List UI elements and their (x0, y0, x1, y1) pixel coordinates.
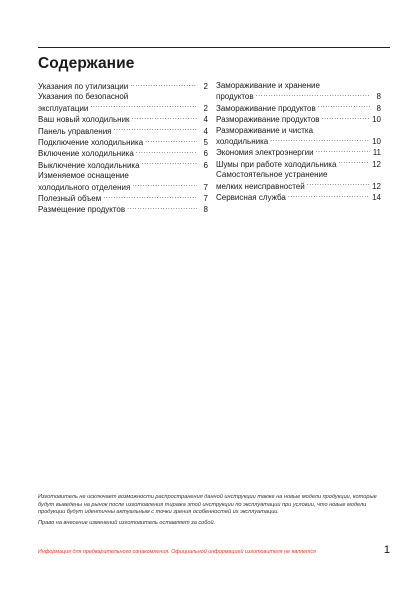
toc-entry[interactable] (38, 160, 208, 171)
toc-page-number: 6 (203, 149, 208, 159)
toc-entry[interactable] (216, 192, 381, 203)
toc-entry-title-line: Указания по безопасной (38, 92, 129, 102)
toc-entry-title: Шумы при работе холодильника (216, 159, 337, 169)
toc-entry-title: эксплуатации (38, 103, 89, 113)
page-title: Содержание (38, 55, 135, 72)
toc-page-number: 8 (203, 205, 208, 215)
toc-entry[interactable] (216, 81, 381, 103)
toc-entry-title-line: Замораживание и хранение (216, 81, 320, 90)
toc-entry-title: Экономия электроэнергии (216, 148, 314, 158)
toc-entry-title: Панель управления (38, 126, 112, 136)
toc-entry[interactable] (38, 137, 208, 148)
toc-leader-dots (145, 137, 197, 145)
toc-entry-title: Полезный объем (38, 194, 102, 204)
toc-page-number: 8 (376, 103, 381, 113)
toc-page-number: 10 (372, 137, 381, 147)
toc-entry[interactable] (38, 114, 208, 125)
toc-page-number: 4 (203, 115, 208, 125)
footnote-paragraph: Изготовитель не исключает возможности распространения данной инструкции также на новые модели продукции, которые будут выведены на рынок после изготовления тиража этой инструкции по эксплуатации при условии, что новые модели продукции будут идентичны актуальным с точки зрения особенностей их эксплуатации. (38, 494, 377, 515)
toc-leader-dots (307, 181, 369, 189)
toc-leader-dots (114, 126, 198, 134)
toc-entry-title: Включение холодильника (38, 149, 134, 159)
toc-entry[interactable] (38, 81, 208, 92)
toc-entry[interactable] (38, 126, 208, 137)
toc-leader-dots (270, 136, 369, 144)
toc-leader-dots (142, 160, 197, 168)
toc-entry-title-line: Размораживание и чистка (216, 125, 314, 135)
toc-leader-dots (127, 204, 197, 212)
toc-entry[interactable] (216, 147, 381, 158)
toc-leader-dots (132, 114, 197, 122)
toc-entry-title-line: Самостоятельное устранение (216, 170, 328, 180)
toc-page-number: 11 (372, 148, 381, 158)
toc-page-number: 12 (372, 159, 381, 169)
toc-entry-title-line: Изменяемое оснащение (38, 171, 129, 181)
toc-entry[interactable] (38, 148, 208, 159)
toc-entry-title: Подключение холодильника (38, 138, 144, 148)
toc-entry-title: холодильника (216, 137, 269, 147)
toc-page-number: 2 (203, 103, 208, 113)
toc-page-number: 14 (372, 193, 381, 203)
footnote (38, 494, 380, 530)
toc-leader-dots (256, 91, 370, 99)
toc-entry[interactable] (38, 171, 208, 193)
toc-page-number: 6 (203, 160, 208, 170)
toc-entry-title: Размораживание продуктов (216, 115, 320, 125)
toc-page-number: 2 (203, 82, 208, 91)
toc-entry-title: Замораживание продуктов (216, 103, 316, 113)
footnote-rights: Право на внесение изменений изготовитель оставляет за собой. (38, 519, 216, 526)
toc-entry-title: продуктов (216, 92, 254, 102)
toc-entry[interactable] (216, 126, 381, 148)
page-number: 1 (383, 544, 390, 556)
toc-leader-dots (132, 182, 197, 190)
toc-leader-dots (318, 103, 370, 111)
toc-leader-dots (322, 114, 370, 122)
toc-leader-dots (288, 192, 369, 200)
toc-column-left (38, 81, 208, 216)
toc-entry[interactable] (216, 103, 381, 114)
toc-entry-title: Выключение холодильника (38, 160, 140, 170)
toc-page-number: 8 (376, 92, 381, 102)
toc-leader-dots (338, 159, 369, 167)
toc-entry-title: Размещение продуктов (38, 205, 126, 215)
toc-entry-title: Сервисная служба (216, 193, 286, 203)
toc-leader-dots (90, 103, 197, 111)
toc-column-right (216, 81, 381, 203)
toc-entry[interactable] (38, 92, 208, 114)
toc-entry-title: Указания по утилизации (38, 82, 129, 91)
toc-leader-dots (103, 193, 197, 201)
header-rule (38, 47, 390, 48)
toc-entry[interactable] (216, 170, 381, 192)
toc-page-number: 5 (203, 138, 208, 148)
toc-entry-title: холодильного отделения (38, 182, 131, 192)
preliminary-notice: Информация для предварительного ознакомления. Официальной информацией изготовителя не является (38, 549, 316, 555)
toc-page-number: 7 (203, 182, 208, 192)
toc-leader-dots (136, 148, 197, 156)
toc-page-number: 10 (372, 115, 381, 125)
toc-entry-title: мелких неисправностей (216, 181, 305, 191)
toc-entry[interactable] (38, 193, 208, 204)
toc-entry[interactable] (216, 114, 381, 125)
toc-leader-dots (130, 81, 197, 89)
toc-leader-dots (316, 147, 370, 155)
toc-page-number: 4 (203, 126, 208, 136)
toc-entry[interactable] (38, 204, 208, 215)
toc-page-number: 7 (203, 194, 208, 204)
toc-page-number: 12 (372, 181, 381, 191)
toc-entry[interactable] (216, 159, 381, 170)
toc-entry-title: Ваш новый холодильник (38, 115, 130, 125)
